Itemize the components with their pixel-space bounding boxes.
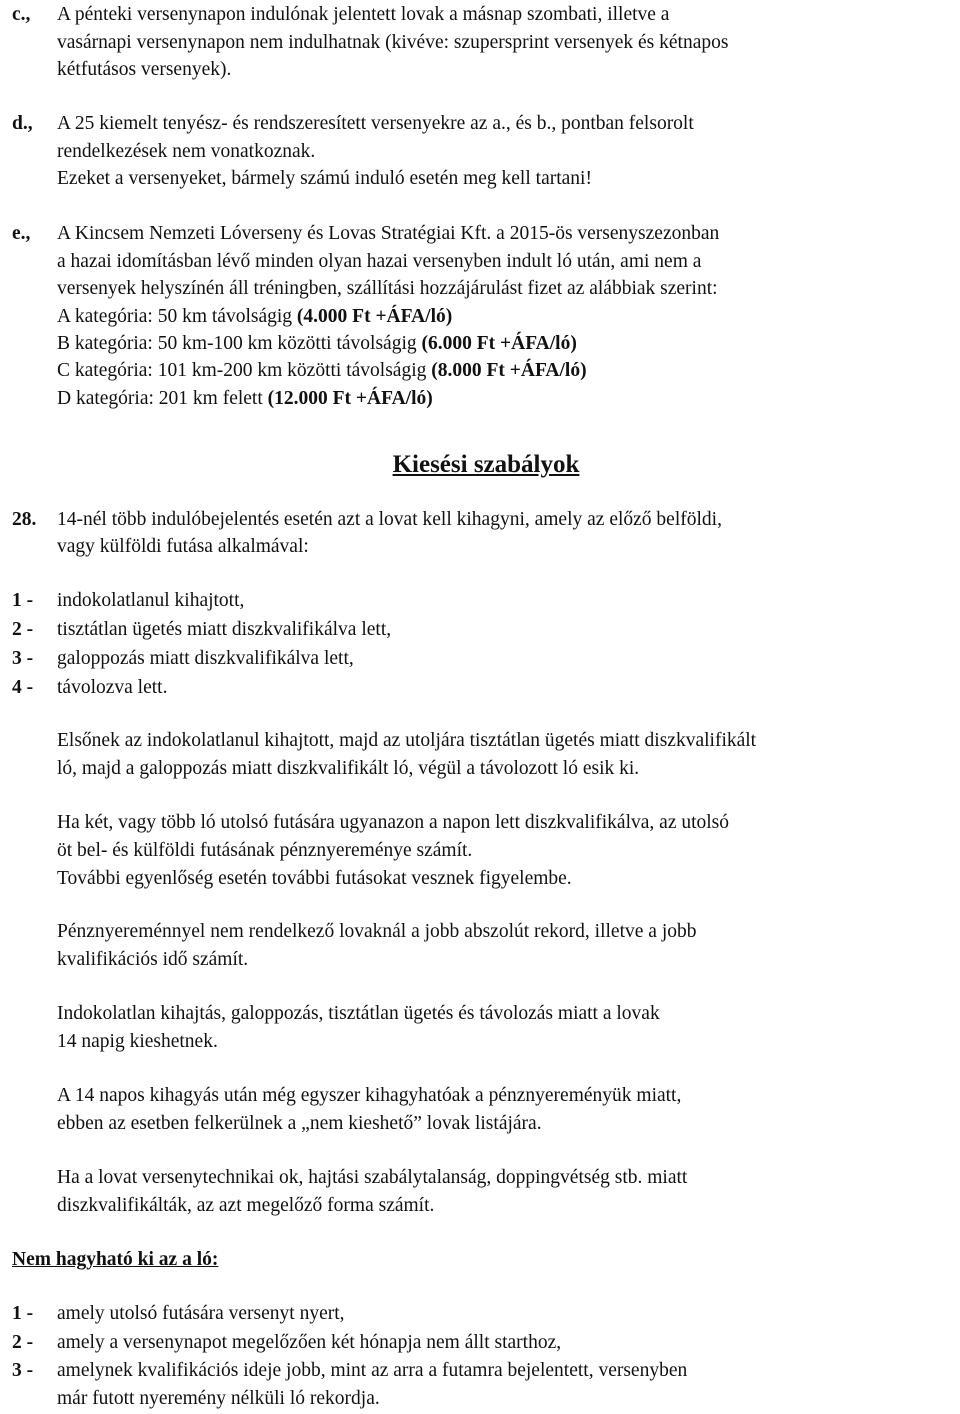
subsection-title: Nem hagyható ki az a ló:	[12, 1249, 219, 1270]
paragraph-line: diszkvalifikálták, az azt megelőző forma számít.	[57, 1195, 435, 1216]
item-d-line: A 25 kiemelt tenyész- és rendszeresített versenyekre az a., és b., pontban felsorolt	[57, 113, 694, 134]
paragraph-line: Ha két, vagy több ló utolsó futására ugyanazon a napon lett diszkvalifikálva, az utolsó	[57, 812, 730, 833]
category-line: D kategória: 201 km felett (12.000 Ft +ÁFA/ló)	[57, 388, 433, 409]
paragraph-line: Ha a lovat versenytechnikai ok, hajtási szabálytalanság, doppingvétség stb. miatt	[57, 1167, 688, 1188]
paragraph-line: ló, majd a galoppozás miatt diszkvalifikált ló, végül a távolozott ló esik ki.	[57, 758, 640, 779]
rule-intro-line: vagy külföldi futása alkalmával:	[57, 536, 309, 557]
item-e-line: versenyek helyszínén áll tréningben, szállítási hozzájárulást fizet az alábbiak szerint:	[57, 278, 718, 299]
item-c-line: A pénteki versenynapon indulónak jelentett lovak a másnap szombati, illetve a	[57, 4, 670, 25]
category-fee: (4.000 Ft +ÁFA/ló)	[296, 306, 453, 327]
section-title: Kiesési szabályok	[392, 451, 580, 478]
item-d-label: d.,	[12, 113, 33, 134]
paragraph-line: kvalifikációs idő számít.	[57, 949, 249, 970]
paragraph-line: 14 napig kieshetnek.	[57, 1031, 218, 1052]
paragraph-line: öt bel- és külföldi futásának pénznyereménye számít.	[57, 840, 473, 861]
item-c-line: kétfutásos versenyek).	[57, 59, 232, 80]
item-c-label: c.,	[12, 4, 31, 25]
list-item-continuation: már futott nyeremény nélküli ló rekordja.	[57, 1388, 380, 1409]
item-d-line: Ezeket a versenyeket, bármely számú induló esetén meg kell tartani!	[57, 168, 592, 189]
item-e-line: A Kincsem Nemzeti Lóverseny és Lovas Stratégiai Kft. a 2015-ös versenyszezonban	[57, 223, 720, 244]
document-page: c., A pénteki versenynapon indulónak jelentett lovak a másnap szombati, illetve a vasárnapi versenynapon nem indulhatnak (kivéve: szupersprint versenyek és kétnapos kétfutásos versenyek). d., A 25 kiemelt tenyész- és rendszeresített versenyekre az a., és b., pontban felsorolt rendelkezések nem vonatkoznak. Ezeket a versenyeket, bármely számú induló esetén meg kell tartani! e., A Kincsem Nemzeti Lóverseny és Lovas Stratégiai Kft. a 2015-ös versenyszezonban a hazai idomításban lévő minden olyan hazai versenyben indult ló után, ami nem a versenyek helyszínén áll tréningben, szállítási hozzájárulást fizet az alábbiak szerint: A kategória: 50 km távolságig (4.000 Ft +ÁFA/ló) B kategória: 50 km-100 km közötti távolságig (6.000 Ft +ÁFA/ló) C kategória: 101 km-200 km közötti távolságig (8.000 Ft +ÁFA/ló) D kategória: 201 km felett (12.000 Ft +ÁFA/ló) Kiesési szabályok 28. 14-nél több indulóbejelentés esetén azt a lovat kell kihagyni, amely az előző belföldi, vagy külföldi futása alkalmával: 1 - indokolatlanul kihajtott, 2 - tisztátlan ügetés miatt diszkvalifikálva lett, 3 - galoppozás miatt diszkvalifikálva lett, 4 - távolozva lett. Elsőnek az indokolatlanul kihajtott, majd az utoljára tisztátlan ügetés miatt diszkvalifikált ló, majd a galoppozás miatt diszkvalifikált ló, végül a távolozott ló esik ki. Ha két, vagy több ló utolsó futására ugyanazon a napon lett diszkvalifikálva, az utolsó öt bel- és külföldi futásának pénznyereménye számít. További egyenlőség esetén további futásokat vesznek figyelembe. Pénznyereménnyel nem rendelkező lovaknál a jobb abszolút rekord, illetve a jobb kvalifikációs idő számít. Indokolatlan kihajtás, galoppozás, tisztátlan ügetés és távolozás miatt a lovak 14 napig kieshetnek. A 14 napos kihagyás után még egyszer kihagyhatóak a pénznyereményük miatt, ebben az esetben felkerülnek a „nem kieshető” lovak listájára. Ha a lovat versenytechnikai ok, hajtási szabálytalanság, doppingvétség stb. miatt diszkvalifikálták, az azt megelőző forma számít. Nem hagyható ki az a ló: 1 - amely utolsó futására versenyt nyert, 2 - amely a versenynapot megelőzően két hónapja nem állt starthoz, 3 - amelynek kvalifikációs ideje jobb, mint az arra a futamra bejelentett, versenyben már futott nyeremény nélküli ló rekordja.	[0, 0, 960, 1414]
rule-number: 28.	[12, 509, 37, 530]
item-c-line: vasárnapi versenynapon nem indulhatnak (kivéve: szupersprint versenyek és kétnapos	[57, 32, 729, 53]
category-line: B kategória: 50 km-100 km közötti távolságig (6.000 Ft +ÁFA/ló)	[57, 333, 577, 354]
category-line: C kategória: 101 km-200 km közötti távolságig (8.000 Ft +ÁFA/ló)	[57, 360, 587, 381]
paragraph-line: Elsőnek az indokolatlanul kihajtott, majd az utoljára tisztátlan ügetés miatt diszkvalifikált	[57, 730, 757, 751]
paragraph-line: Indokolatlan kihajtás, galoppozás, tisztátlan ügetés és távolozás miatt a lovak	[57, 1003, 660, 1024]
paragraph-line: További egyenlőség esetén további futásokat vesznek figyelembe.	[57, 868, 572, 889]
item-d-line: rendelkezések nem vonatkoznak.	[57, 141, 316, 162]
category-line: A kategória: 50 km távolságig (4.000 Ft +ÁFA/ló)	[57, 306, 453, 327]
item-e-line: a hazai idomításban lévő minden olyan hazai versenyben indult ló után, ami nem a	[57, 251, 702, 272]
category-fee: (6.000 Ft +ÁFA/ló)	[421, 333, 577, 354]
paragraph-line: ebben az esetben felkerülnek a „nem kieshető” lovak listájára.	[57, 1113, 542, 1134]
paragraph-line: A 14 napos kihagyás után még egyszer kihagyhatóak a pénznyereményük miatt,	[57, 1085, 682, 1106]
item-e-label: e.,	[12, 223, 31, 244]
rule-intro-line: 14-nél több indulóbejelentés esetén azt a lovat kell kihagyni, amely az előző belföldi,	[57, 509, 722, 530]
paragraph-line: Pénznyereménnyel nem rendelkező lovaknál a jobb abszolút rekord, illetve a jobb	[57, 921, 697, 942]
category-fee: (8.000 Ft +ÁFA/ló)	[431, 360, 587, 381]
category-fee: (12.000 Ft +ÁFA/ló)	[267, 388, 433, 409]
